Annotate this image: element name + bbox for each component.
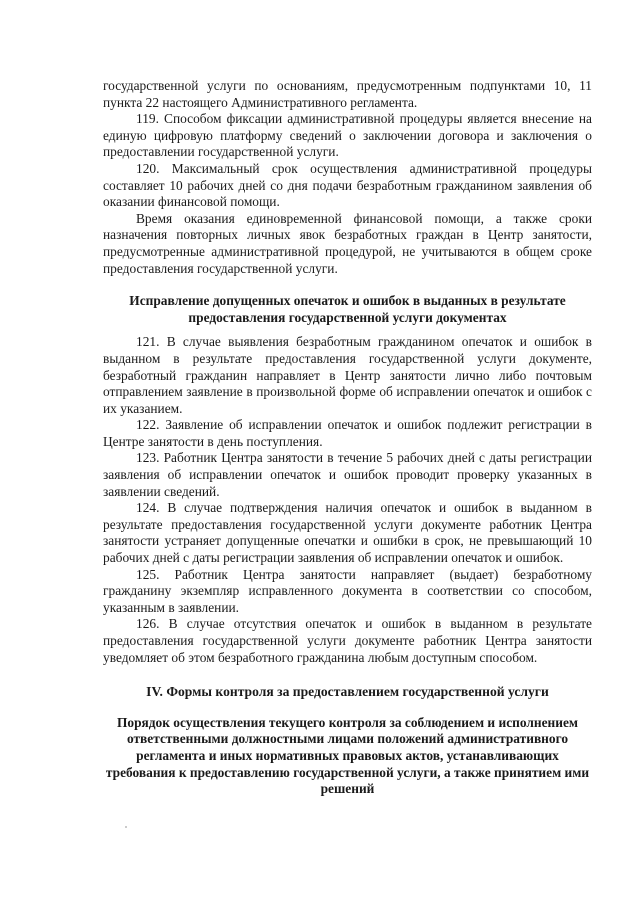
paragraph-126: 126. В случае отсутствия опечаток и ошибок в выданном в результате предоставления государственной услуги документе работник Центра занятости уведомляет об этом безработного гражданина любым доступным способом. [103, 616, 592, 665]
paragraph-time-exclusion: Время оказания единовременной финансовой помощи, а также сроки назначения повторных личных явок безработных граждан в Центр занятости, предусмотренные административной процедурой, не учитываются в общем сроке предоставления государственной услуги. [103, 210, 592, 276]
scan-speck [125, 826, 127, 828]
heading-section-iv: IV. Формы контроля за предоставлением государственной услуги [146, 684, 549, 700]
paragraph-124: 124. В случае подтверждения наличия опечаток и ошибок в выданном в результате предоставления государственной услуги документе работник Центра занятости устраняет допущенные опечатки и ошибки в срок, не превышающий 10 рабочих дней с даты регистрации заявления об исправлении опечаток и ошибок. [103, 500, 592, 566]
heading-corrections: Исправление допущенных опечаток и ошибок в выданных в результате предоставления государственной услуги документах [129, 293, 566, 325]
paragraph-122: 122. Заявление об исправлении опечаток и ошибок подлежит регистрации в Центре занятости в день поступления. [103, 417, 592, 449]
paragraph-125: 125. Работник Центра занятости направляет (выдает) безработному гражданину экземпляр исправленного документа в соответствии со способом, указанным в заявлении. [103, 566, 592, 615]
document-page [103, 78, 592, 798]
heading-current-control: Порядок осуществления текущего контроля за соблюдением и исполнением ответственными должностными лицами положений административного регламента и иных нормативных правовых актов, устанавливающих требования к предоставлению государственной услуги, а также принятием ими решений [105, 714, 590, 797]
paragraph-121: 121. В случае выявления безработным гражданином опечаток и ошибок в выданном в результате предоставления государственной услуги документе, безработный гражданин направляет в Центр занятости лично либо почтовым отправлением заявление в произвольной форме об исправлении опечаток и ошибок с их указанием. [103, 334, 592, 416]
paragraph-119: 119. Способом фиксации административной процедуры является внесение на единую цифровую платформу сведений о заключении договора и заключения о предоставлении государственной услуги. [103, 111, 592, 160]
paragraph-123: 123. Работник Центра занятости в течение 5 рабочих дней с даты регистрации заявления об исправлении опечаток и ошибок проводит проверку указанных в заявлении сведений. [103, 450, 592, 499]
paragraph-120: 120. Максимальный срок осуществления административной процедуры составляет 10 рабочих дней со дня подачи безработным гражданином заявления об оказании финансовой помощи. [103, 160, 592, 210]
paragraph-continuation: государственной услуги по основаниям, предусмотренным подпунктами 10, 11 пункта 22 настоящего Административного регламента. [103, 78, 592, 110]
